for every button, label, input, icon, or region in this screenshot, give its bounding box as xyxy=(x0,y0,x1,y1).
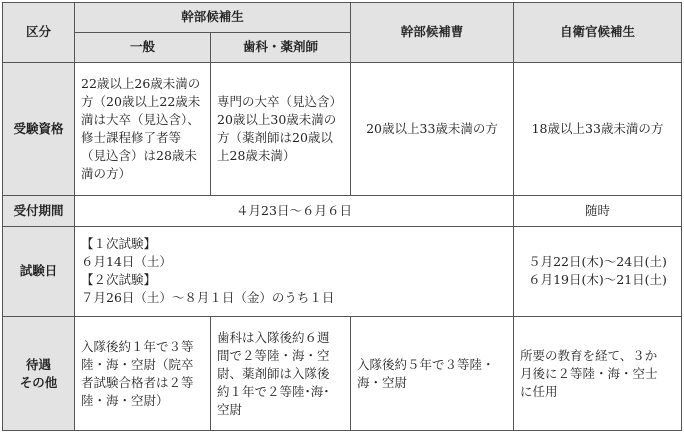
exam-date-line: 【２次試験】 xyxy=(81,272,157,288)
treatment-sdf-line: 所要の教育を経て、３か xyxy=(520,347,658,363)
header-category: 区分 xyxy=(3,3,75,63)
treatment-sdf-line: 月後に２等陸・海・空士 xyxy=(520,365,658,381)
header-officer-cadet: 幹部候補曹 xyxy=(351,3,514,63)
treatment-dental-line: 空尉 xyxy=(217,401,243,417)
treatment-dental-line: 尉、薬剤師は入隊後 xyxy=(217,365,330,381)
eligibility-dental-line: 20歳以上30歳未満の xyxy=(217,111,337,127)
exam-date-line: ６月14日（土） xyxy=(81,254,172,270)
treatment-general-line: 入隊後約１年で３等 xyxy=(81,338,194,354)
exam-date-main xyxy=(75,226,514,316)
treatment-dental-line: 間で２等陸・海・空 xyxy=(217,347,330,363)
eligibility-general-line: 満は大卒（見込含）、 xyxy=(81,111,200,127)
exam-date-line: ７月26日（土）～８月１日（金）のうち１日 xyxy=(81,290,335,306)
treatment-label-line1: 待遇 xyxy=(25,356,51,372)
treatment-dental-line: 歯科は入隊後約６週 xyxy=(217,329,330,345)
eligibility-general xyxy=(75,62,211,195)
header-dental-pharm: 歯科・薬剤師 xyxy=(211,32,351,62)
header-general: 一般 xyxy=(75,32,211,62)
treatment-sdf-candidate xyxy=(514,317,682,431)
treatment-general-line: 陸・海・空尉（院卒 xyxy=(81,356,194,372)
treatment-cadet-line: 海・空尉 xyxy=(357,374,408,390)
eligibility-dental-line: 上28歳未満） xyxy=(217,147,296,163)
eligibility-general-line: 方（20歳以上22歳未 xyxy=(81,93,201,109)
exam-date-sdf-line: ６月19日(木)～21日(土) xyxy=(528,272,667,288)
eligibility-general-line: 修士課程修了者等 xyxy=(81,129,182,145)
eligibility-general-line: 満の方） xyxy=(81,165,132,181)
header-officer-candidate: 幹部候補生 xyxy=(75,3,351,33)
treatment-general-line: 者試験合格者は２等 xyxy=(81,374,194,390)
eligibility-officer-cadet: 20歳以上33歳未満の方 xyxy=(351,62,514,195)
row-label-period: 受付期間 xyxy=(3,195,75,226)
header-sdf-candidate: 自衛官候補生 xyxy=(514,3,682,63)
period-main: ４月23日～６月６日 xyxy=(75,195,514,226)
eligibility-sdf-candidate: 18歳以上33歳未満の方 xyxy=(514,62,682,195)
treatment-dental-line: 約１年で２等陸･海･ xyxy=(217,383,330,399)
eligibility-general-line: 22歳以上26歳未満の xyxy=(81,75,201,91)
exam-date-line: 【１次試験】 xyxy=(81,236,157,252)
treatment-sdf-line: に任用 xyxy=(520,383,558,399)
row-label-treatment xyxy=(3,317,75,431)
eligibility-dental-line: 方（薬剤師は20歳以 xyxy=(217,129,333,145)
row-label-exam-date: 試験日 xyxy=(3,226,75,316)
treatment-general xyxy=(75,317,211,431)
treatment-dental-pharm xyxy=(211,317,351,431)
eligibility-dental-pharm xyxy=(211,62,351,195)
period-sdf-candidate: 随時 xyxy=(514,195,682,226)
exam-date-sdf-line: ５月22日(木)～24日(土) xyxy=(528,254,667,270)
treatment-cadet-line: 入隊後約５年で３等陸・ xyxy=(357,356,495,372)
treatment-officer-cadet xyxy=(351,317,514,431)
row-label-eligibility: 受験資格 xyxy=(3,62,75,195)
treatment-label-line2: その他 xyxy=(19,374,58,390)
exam-date-sdf-candidate xyxy=(514,226,682,316)
eligibility-general-line: （見込含）は28歳未 xyxy=(81,147,197,163)
treatment-general-line: 陸・海・空尉） xyxy=(81,392,169,408)
recruitment-table xyxy=(2,2,682,431)
eligibility-dental-line: 専門の大卒（見込含） xyxy=(217,93,343,109)
